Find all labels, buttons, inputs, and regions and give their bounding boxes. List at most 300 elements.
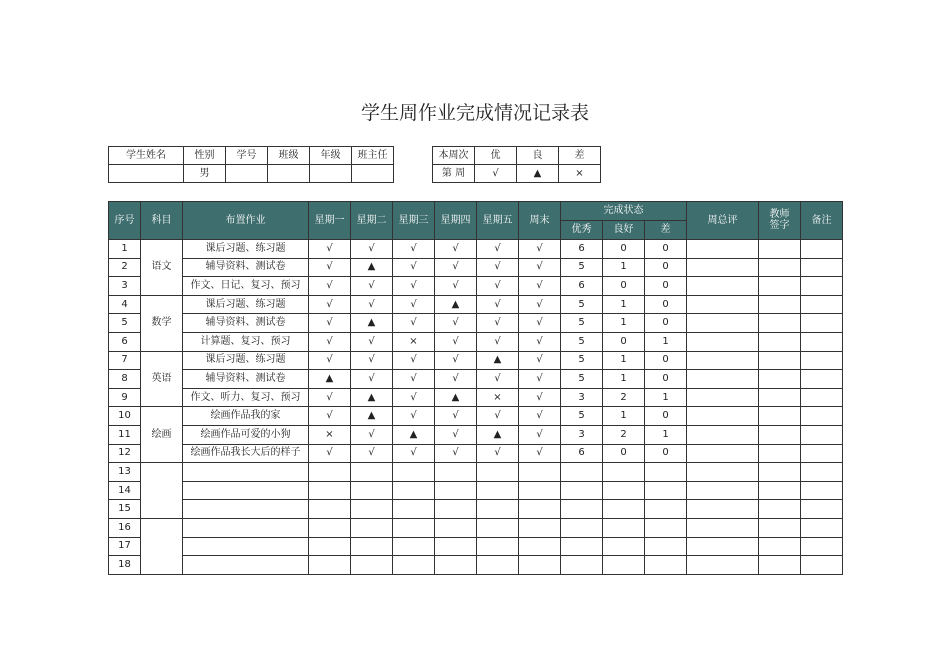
teacher-sign-cell[interactable] [759, 481, 801, 500]
note-cell[interactable] [801, 388, 843, 407]
day-mark-cell[interactable] [351, 518, 393, 537]
completion-status-header: 完成状态 [561, 202, 687, 221]
status-count-cell[interactable] [645, 518, 687, 537]
note-cell[interactable] [801, 463, 843, 482]
row-number: 4 [109, 295, 141, 314]
status-count-cell[interactable]: 5 [561, 370, 603, 389]
table-row [109, 258, 843, 277]
table-row [109, 240, 843, 259]
subject-blank-2 [141, 518, 183, 574]
table-row [109, 314, 843, 333]
note-cell[interactable] [801, 277, 843, 296]
status-count-cell[interactable]: 0 [603, 277, 645, 296]
day-mark-cell[interactable] [309, 481, 351, 500]
status-count-cell[interactable] [561, 537, 603, 556]
day-mark-cell[interactable]: √ [393, 314, 435, 333]
day-mark-cell[interactable]: √ [519, 240, 561, 259]
day-mark-cell[interactable]: √ [519, 295, 561, 314]
day-mark-cell[interactable] [477, 481, 519, 500]
day-mark-cell[interactable] [393, 518, 435, 537]
task-cell[interactable]: 课后习题、练习题 [183, 240, 309, 259]
status-count-cell[interactable]: 0 [603, 240, 645, 259]
weekly-summary-cell[interactable] [687, 444, 759, 463]
day-mark-cell[interactable]: ▲ [393, 425, 435, 444]
day-mark-cell[interactable]: √ [309, 388, 351, 407]
day-mark-cell[interactable]: √ [309, 295, 351, 314]
week-legend-table [432, 146, 601, 183]
note-cell[interactable] [801, 500, 843, 519]
day-mark-cell[interactable] [435, 537, 477, 556]
teacher-sign-cell[interactable] [759, 277, 801, 296]
day-mark-cell[interactable]: × [393, 332, 435, 351]
status-count-cell[interactable]: 5 [561, 314, 603, 333]
day-mark-cell[interactable]: √ [393, 240, 435, 259]
day-mark-cell[interactable] [435, 481, 477, 500]
day-mark-cell[interactable]: ▲ [477, 425, 519, 444]
row-number: 2 [109, 258, 141, 277]
table-row [109, 481, 843, 500]
day-mark-cell[interactable]: √ [519, 277, 561, 296]
teacher-sign-cell[interactable] [759, 518, 801, 537]
day-mark-cell[interactable]: √ [393, 388, 435, 407]
note-cell[interactable] [801, 481, 843, 500]
day-mark-cell[interactable]: √ [351, 425, 393, 444]
status-count-cell[interactable]: 1 [603, 370, 645, 389]
day-mark-cell[interactable]: ▲ [309, 370, 351, 389]
day-mark-cell[interactable]: √ [477, 314, 519, 333]
task-cell[interactable]: 计算题、复习、预习 [183, 332, 309, 351]
subject-drawing: 绘画 [141, 407, 183, 463]
day-mark-cell[interactable] [309, 463, 351, 482]
head-teacher-cell[interactable] [352, 165, 394, 183]
subject-blank-1 [141, 463, 183, 519]
day-mark-cell[interactable]: √ [309, 258, 351, 277]
day-mark-cell[interactable]: √ [351, 351, 393, 370]
note-cell[interactable] [801, 370, 843, 389]
weekly-summary-cell[interactable] [687, 556, 759, 575]
subject-header: 科目 [141, 202, 183, 240]
weekly-summary-cell[interactable] [687, 258, 759, 277]
status-count-cell[interactable] [561, 518, 603, 537]
teacher-sign-cell[interactable] [759, 314, 801, 333]
student-info-value-row [109, 165, 394, 183]
table-row [109, 277, 843, 296]
weekly-summary-cell[interactable] [687, 240, 759, 259]
status-count-cell[interactable] [645, 481, 687, 500]
status-count-cell[interactable]: 0 [645, 295, 687, 314]
day-mark-cell[interactable]: ▲ [351, 314, 393, 333]
table-row [109, 370, 843, 389]
friday-header: 星期五 [477, 202, 519, 240]
task-cell[interactable]: 绘画作品可爱的小狗 [183, 425, 309, 444]
row-number: 6 [109, 332, 141, 351]
teacher-sign-header [759, 202, 801, 240]
day-mark-cell[interactable]: √ [309, 444, 351, 463]
day-mark-cell[interactable]: √ [309, 332, 351, 351]
note-cell[interactable] [801, 314, 843, 333]
day-mark-cell[interactable]: √ [309, 407, 351, 426]
day-mark-cell[interactable] [477, 463, 519, 482]
task-cell[interactable]: 课后习题、练习题 [183, 351, 309, 370]
day-mark-cell[interactable]: √ [519, 425, 561, 444]
day-mark-cell[interactable]: √ [519, 444, 561, 463]
gender-cell[interactable]: 男 [184, 165, 226, 183]
teacher-sign-cell[interactable] [759, 537, 801, 556]
weekly-summary-cell[interactable] [687, 370, 759, 389]
day-mark-cell[interactable] [351, 537, 393, 556]
day-mark-cell[interactable]: ▲ [351, 388, 393, 407]
day-mark-cell[interactable]: √ [435, 314, 477, 333]
table-row [109, 518, 843, 537]
status-count-cell[interactable] [645, 537, 687, 556]
day-mark-cell[interactable] [309, 556, 351, 575]
day-mark-cell[interactable] [435, 556, 477, 575]
teacher-sign-cell[interactable] [759, 351, 801, 370]
note-cell[interactable] [801, 332, 843, 351]
day-mark-cell[interactable] [393, 463, 435, 482]
head-teacher-header: 班主任 [352, 147, 394, 165]
status-count-cell[interactable] [603, 481, 645, 500]
row-number: 7 [109, 351, 141, 370]
homework-record-table [108, 201, 843, 575]
day-mark-cell[interactable]: √ [309, 314, 351, 333]
day-mark-cell[interactable] [435, 518, 477, 537]
status-count-cell[interactable]: 0 [603, 444, 645, 463]
day-mark-cell[interactable]: √ [519, 314, 561, 333]
weekly-summary-cell[interactable] [687, 463, 759, 482]
week-legend-header-row [433, 147, 601, 165]
subject-math: 数学 [141, 295, 183, 351]
note-header: 备注 [801, 202, 843, 240]
status-count-cell[interactable] [561, 463, 603, 482]
day-mark-cell[interactable]: √ [477, 258, 519, 277]
table-body [109, 240, 843, 575]
note-cell[interactable] [801, 240, 843, 259]
status-count-cell[interactable]: 0 [645, 314, 687, 333]
task-cell[interactable]: 作文、日记、复习、预习 [183, 277, 309, 296]
status-count-cell[interactable]: 1 [645, 388, 687, 407]
day-mark-cell[interactable] [393, 481, 435, 500]
note-cell[interactable] [801, 351, 843, 370]
day-mark-cell[interactable]: √ [519, 258, 561, 277]
weekly-summary-cell[interactable] [687, 537, 759, 556]
status-good-header: 良好 [603, 221, 645, 240]
day-mark-cell[interactable]: √ [435, 407, 477, 426]
teacher-sign-cell[interactable] [759, 463, 801, 482]
task-cell[interactable] [183, 518, 309, 537]
status-count-cell[interactable]: 0 [645, 351, 687, 370]
task-cell[interactable] [183, 556, 309, 575]
day-mark-cell[interactable]: × [477, 388, 519, 407]
teacher-sign-cell[interactable] [759, 258, 801, 277]
day-mark-cell[interactable]: √ [477, 295, 519, 314]
status-count-cell[interactable] [645, 556, 687, 575]
day-mark-cell[interactable]: √ [435, 332, 477, 351]
note-cell[interactable] [801, 444, 843, 463]
day-mark-cell[interactable]: √ [435, 425, 477, 444]
teacher-sign-cell[interactable] [759, 370, 801, 389]
weekly-summary-header: 周总评 [687, 202, 759, 240]
task-cell[interactable] [183, 500, 309, 519]
task-cell[interactable]: 作文、听力、复习、预习 [183, 388, 309, 407]
good-header: 良 [517, 147, 559, 165]
teacher-sign-cell[interactable] [759, 240, 801, 259]
poor-header: 差 [559, 147, 601, 165]
status-count-cell[interactable]: 1 [603, 407, 645, 426]
day-mark-cell[interactable]: √ [477, 407, 519, 426]
status-count-cell[interactable] [645, 463, 687, 482]
status-count-cell[interactable]: 3 [561, 388, 603, 407]
status-count-cell[interactable] [561, 556, 603, 575]
day-mark-cell[interactable]: √ [393, 370, 435, 389]
day-mark-cell[interactable]: √ [477, 277, 519, 296]
day-mark-cell[interactable]: √ [351, 295, 393, 314]
teacher-sign-cell[interactable] [759, 500, 801, 519]
day-mark-cell[interactable]: √ [351, 444, 393, 463]
day-mark-cell[interactable]: ▲ [435, 388, 477, 407]
weekly-summary-cell[interactable] [687, 500, 759, 519]
day-mark-cell[interactable]: √ [393, 295, 435, 314]
status-count-cell[interactable]: 2 [603, 388, 645, 407]
row-number: 3 [109, 277, 141, 296]
row-number: 18 [109, 556, 141, 575]
day-mark-cell[interactable]: √ [435, 444, 477, 463]
day-mark-cell[interactable]: √ [351, 370, 393, 389]
weekly-summary-cell[interactable] [687, 481, 759, 500]
note-cell[interactable] [801, 258, 843, 277]
seq-header: 序号 [109, 202, 141, 240]
day-mark-cell[interactable]: √ [519, 370, 561, 389]
status-count-cell[interactable] [561, 500, 603, 519]
task-cell[interactable] [183, 463, 309, 482]
student-id-cell[interactable] [226, 165, 268, 183]
status-count-cell[interactable]: 0 [645, 240, 687, 259]
week-number-cell[interactable]: 第 周 [433, 165, 475, 183]
day-mark-cell[interactable] [519, 500, 561, 519]
status-count-cell[interactable]: 6 [561, 277, 603, 296]
day-mark-cell[interactable] [393, 537, 435, 556]
day-mark-cell[interactable] [477, 556, 519, 575]
day-mark-cell[interactable]: ▲ [351, 258, 393, 277]
weekly-summary-cell[interactable] [687, 407, 759, 426]
status-count-cell[interactable]: 5 [561, 407, 603, 426]
subject-english: 英语 [141, 351, 183, 407]
status-count-cell[interactable]: 0 [645, 258, 687, 277]
class-header: 班级 [268, 147, 310, 165]
day-mark-cell[interactable]: √ [309, 277, 351, 296]
day-mark-cell[interactable] [309, 537, 351, 556]
day-mark-cell[interactable] [393, 500, 435, 519]
day-mark-cell[interactable]: √ [435, 258, 477, 277]
weekly-summary-cell[interactable] [687, 277, 759, 296]
day-mark-cell[interactable]: √ [519, 388, 561, 407]
table-row [109, 351, 843, 370]
day-mark-cell[interactable]: √ [435, 240, 477, 259]
day-mark-cell[interactable] [477, 500, 519, 519]
status-count-cell[interactable] [561, 481, 603, 500]
status-count-cell[interactable] [603, 500, 645, 519]
day-mark-cell[interactable] [351, 500, 393, 519]
weekly-summary-cell[interactable] [687, 314, 759, 333]
day-mark-cell[interactable] [435, 463, 477, 482]
check-mark-symbol: √ [475, 165, 517, 183]
status-count-cell[interactable]: 3 [561, 425, 603, 444]
status-count-cell[interactable]: 5 [561, 258, 603, 277]
status-count-cell[interactable]: 6 [561, 240, 603, 259]
day-mark-cell[interactable]: √ [393, 258, 435, 277]
row-number: 9 [109, 388, 141, 407]
weekly-summary-cell[interactable] [687, 332, 759, 351]
task-cell[interactable]: 绘画作品我的家 [183, 407, 309, 426]
day-mark-cell[interactable] [519, 463, 561, 482]
status-count-cell[interactable]: 5 [561, 332, 603, 351]
page-title: 学生周作业完成情况记录表 [360, 102, 589, 124]
excellent-header: 优 [475, 147, 517, 165]
task-cell[interactable]: 辅导资料、测试卷 [183, 314, 309, 333]
day-mark-cell[interactable] [519, 518, 561, 537]
status-count-cell[interactable]: 0 [645, 370, 687, 389]
teacher-sign-cell[interactable] [759, 444, 801, 463]
teacher-sign-cell[interactable] [759, 388, 801, 407]
day-mark-cell[interactable]: × [309, 425, 351, 444]
day-mark-cell[interactable] [351, 481, 393, 500]
status-count-cell[interactable]: 6 [561, 444, 603, 463]
status-count-cell[interactable]: 1 [645, 425, 687, 444]
day-mark-cell[interactable] [393, 556, 435, 575]
status-count-cell[interactable]: 1 [603, 295, 645, 314]
weekly-summary-cell[interactable] [687, 425, 759, 444]
status-poor-header: 差 [645, 221, 687, 240]
table-row [109, 407, 843, 426]
status-count-cell[interactable]: 1 [645, 332, 687, 351]
teacher-sign-cell[interactable] [759, 556, 801, 575]
day-mark-cell[interactable]: ▲ [477, 351, 519, 370]
row-number: 17 [109, 537, 141, 556]
week-legend-value-row [433, 165, 601, 183]
cross-mark-symbol: × [559, 165, 601, 183]
day-mark-cell[interactable]: √ [519, 407, 561, 426]
student-name-cell[interactable] [109, 165, 184, 183]
status-count-cell[interactable]: 0 [645, 444, 687, 463]
teacher-sign-cell[interactable] [759, 407, 801, 426]
day-mark-cell[interactable]: √ [477, 332, 519, 351]
weekly-summary-cell[interactable] [687, 518, 759, 537]
status-count-cell[interactable]: 5 [561, 295, 603, 314]
day-mark-cell[interactable]: √ [393, 407, 435, 426]
day-mark-cell[interactable]: √ [393, 351, 435, 370]
tuesday-header: 星期二 [351, 202, 393, 240]
status-count-cell[interactable]: 1 [603, 351, 645, 370]
day-mark-cell[interactable]: √ [351, 277, 393, 296]
student-name-header: 学生姓名 [109, 147, 184, 165]
day-mark-cell[interactable]: √ [351, 240, 393, 259]
table-row [109, 332, 843, 351]
status-count-cell[interactable]: 5 [561, 351, 603, 370]
day-mark-cell[interactable] [351, 556, 393, 575]
note-cell[interactable] [801, 556, 843, 575]
grade-cell[interactable] [310, 165, 352, 183]
day-mark-cell[interactable]: √ [477, 370, 519, 389]
status-count-cell[interactable]: 0 [645, 277, 687, 296]
teacher-sign-cell[interactable] [759, 332, 801, 351]
day-mark-cell[interactable]: √ [435, 370, 477, 389]
day-mark-cell[interactable] [435, 500, 477, 519]
class-cell[interactable] [268, 165, 310, 183]
task-cell[interactable]: 辅导资料、测试卷 [183, 258, 309, 277]
day-mark-cell[interactable]: √ [393, 277, 435, 296]
status-count-cell[interactable] [645, 500, 687, 519]
note-cell[interactable] [801, 537, 843, 556]
day-mark-cell[interactable]: √ [519, 351, 561, 370]
day-mark-cell[interactable]: √ [435, 277, 477, 296]
student-info-header-row [109, 147, 394, 165]
day-mark-cell[interactable]: √ [519, 332, 561, 351]
status-count-cell[interactable]: 2 [603, 425, 645, 444]
note-cell[interactable] [801, 407, 843, 426]
table-row [109, 537, 843, 556]
weekly-summary-cell[interactable] [687, 295, 759, 314]
day-mark-cell[interactable] [519, 556, 561, 575]
thursday-header: 星期四 [435, 202, 477, 240]
day-mark-cell[interactable]: √ [309, 351, 351, 370]
day-mark-cell[interactable]: √ [393, 444, 435, 463]
table-row [109, 388, 843, 407]
day-mark-cell[interactable]: √ [435, 351, 477, 370]
task-cell[interactable] [183, 537, 309, 556]
status-count-cell[interactable]: 1 [603, 314, 645, 333]
note-cell[interactable] [801, 518, 843, 537]
task-header: 布置作业 [183, 202, 309, 240]
weekly-summary-cell[interactable] [687, 388, 759, 407]
weekly-summary-cell[interactable] [687, 351, 759, 370]
teacher-sign-label: 教师签字 [769, 209, 790, 231]
status-count-cell[interactable]: 1 [603, 258, 645, 277]
day-mark-cell[interactable] [477, 518, 519, 537]
day-mark-cell[interactable]: √ [351, 332, 393, 351]
note-cell[interactable] [801, 425, 843, 444]
status-count-cell[interactable] [603, 556, 645, 575]
day-mark-cell[interactable]: √ [477, 444, 519, 463]
status-count-cell[interactable] [603, 463, 645, 482]
day-mark-cell[interactable] [309, 500, 351, 519]
note-cell[interactable] [801, 295, 843, 314]
status-count-cell[interactable]: 0 [645, 407, 687, 426]
table-row [109, 463, 843, 482]
status-count-cell[interactable]: 0 [603, 332, 645, 351]
task-cell[interactable] [183, 481, 309, 500]
day-mark-cell[interactable]: ▲ [351, 407, 393, 426]
table-row [109, 556, 843, 575]
day-mark-cell[interactable] [309, 518, 351, 537]
day-mark-cell[interactable] [351, 463, 393, 482]
triangle-mark-symbol: ▲ [517, 165, 559, 183]
day-mark-cell[interactable]: √ [309, 240, 351, 259]
task-cell[interactable]: 课后习题、练习题 [183, 295, 309, 314]
teacher-sign-cell[interactable] [759, 295, 801, 314]
row-number: 13 [109, 463, 141, 482]
day-mark-cell[interactable]: √ [477, 240, 519, 259]
status-excellent-header: 优秀 [561, 221, 603, 240]
status-count-cell[interactable] [603, 518, 645, 537]
day-mark-cell[interactable] [477, 537, 519, 556]
teacher-sign-cell[interactable] [759, 425, 801, 444]
day-mark-cell[interactable] [519, 481, 561, 500]
day-mark-cell[interactable]: ▲ [435, 295, 477, 314]
day-mark-cell[interactable] [519, 537, 561, 556]
task-cell[interactable]: 绘画作品我长大后的样子 [183, 444, 309, 463]
status-count-cell[interactable] [603, 537, 645, 556]
task-cell[interactable]: 辅导资料、测试卷 [183, 370, 309, 389]
